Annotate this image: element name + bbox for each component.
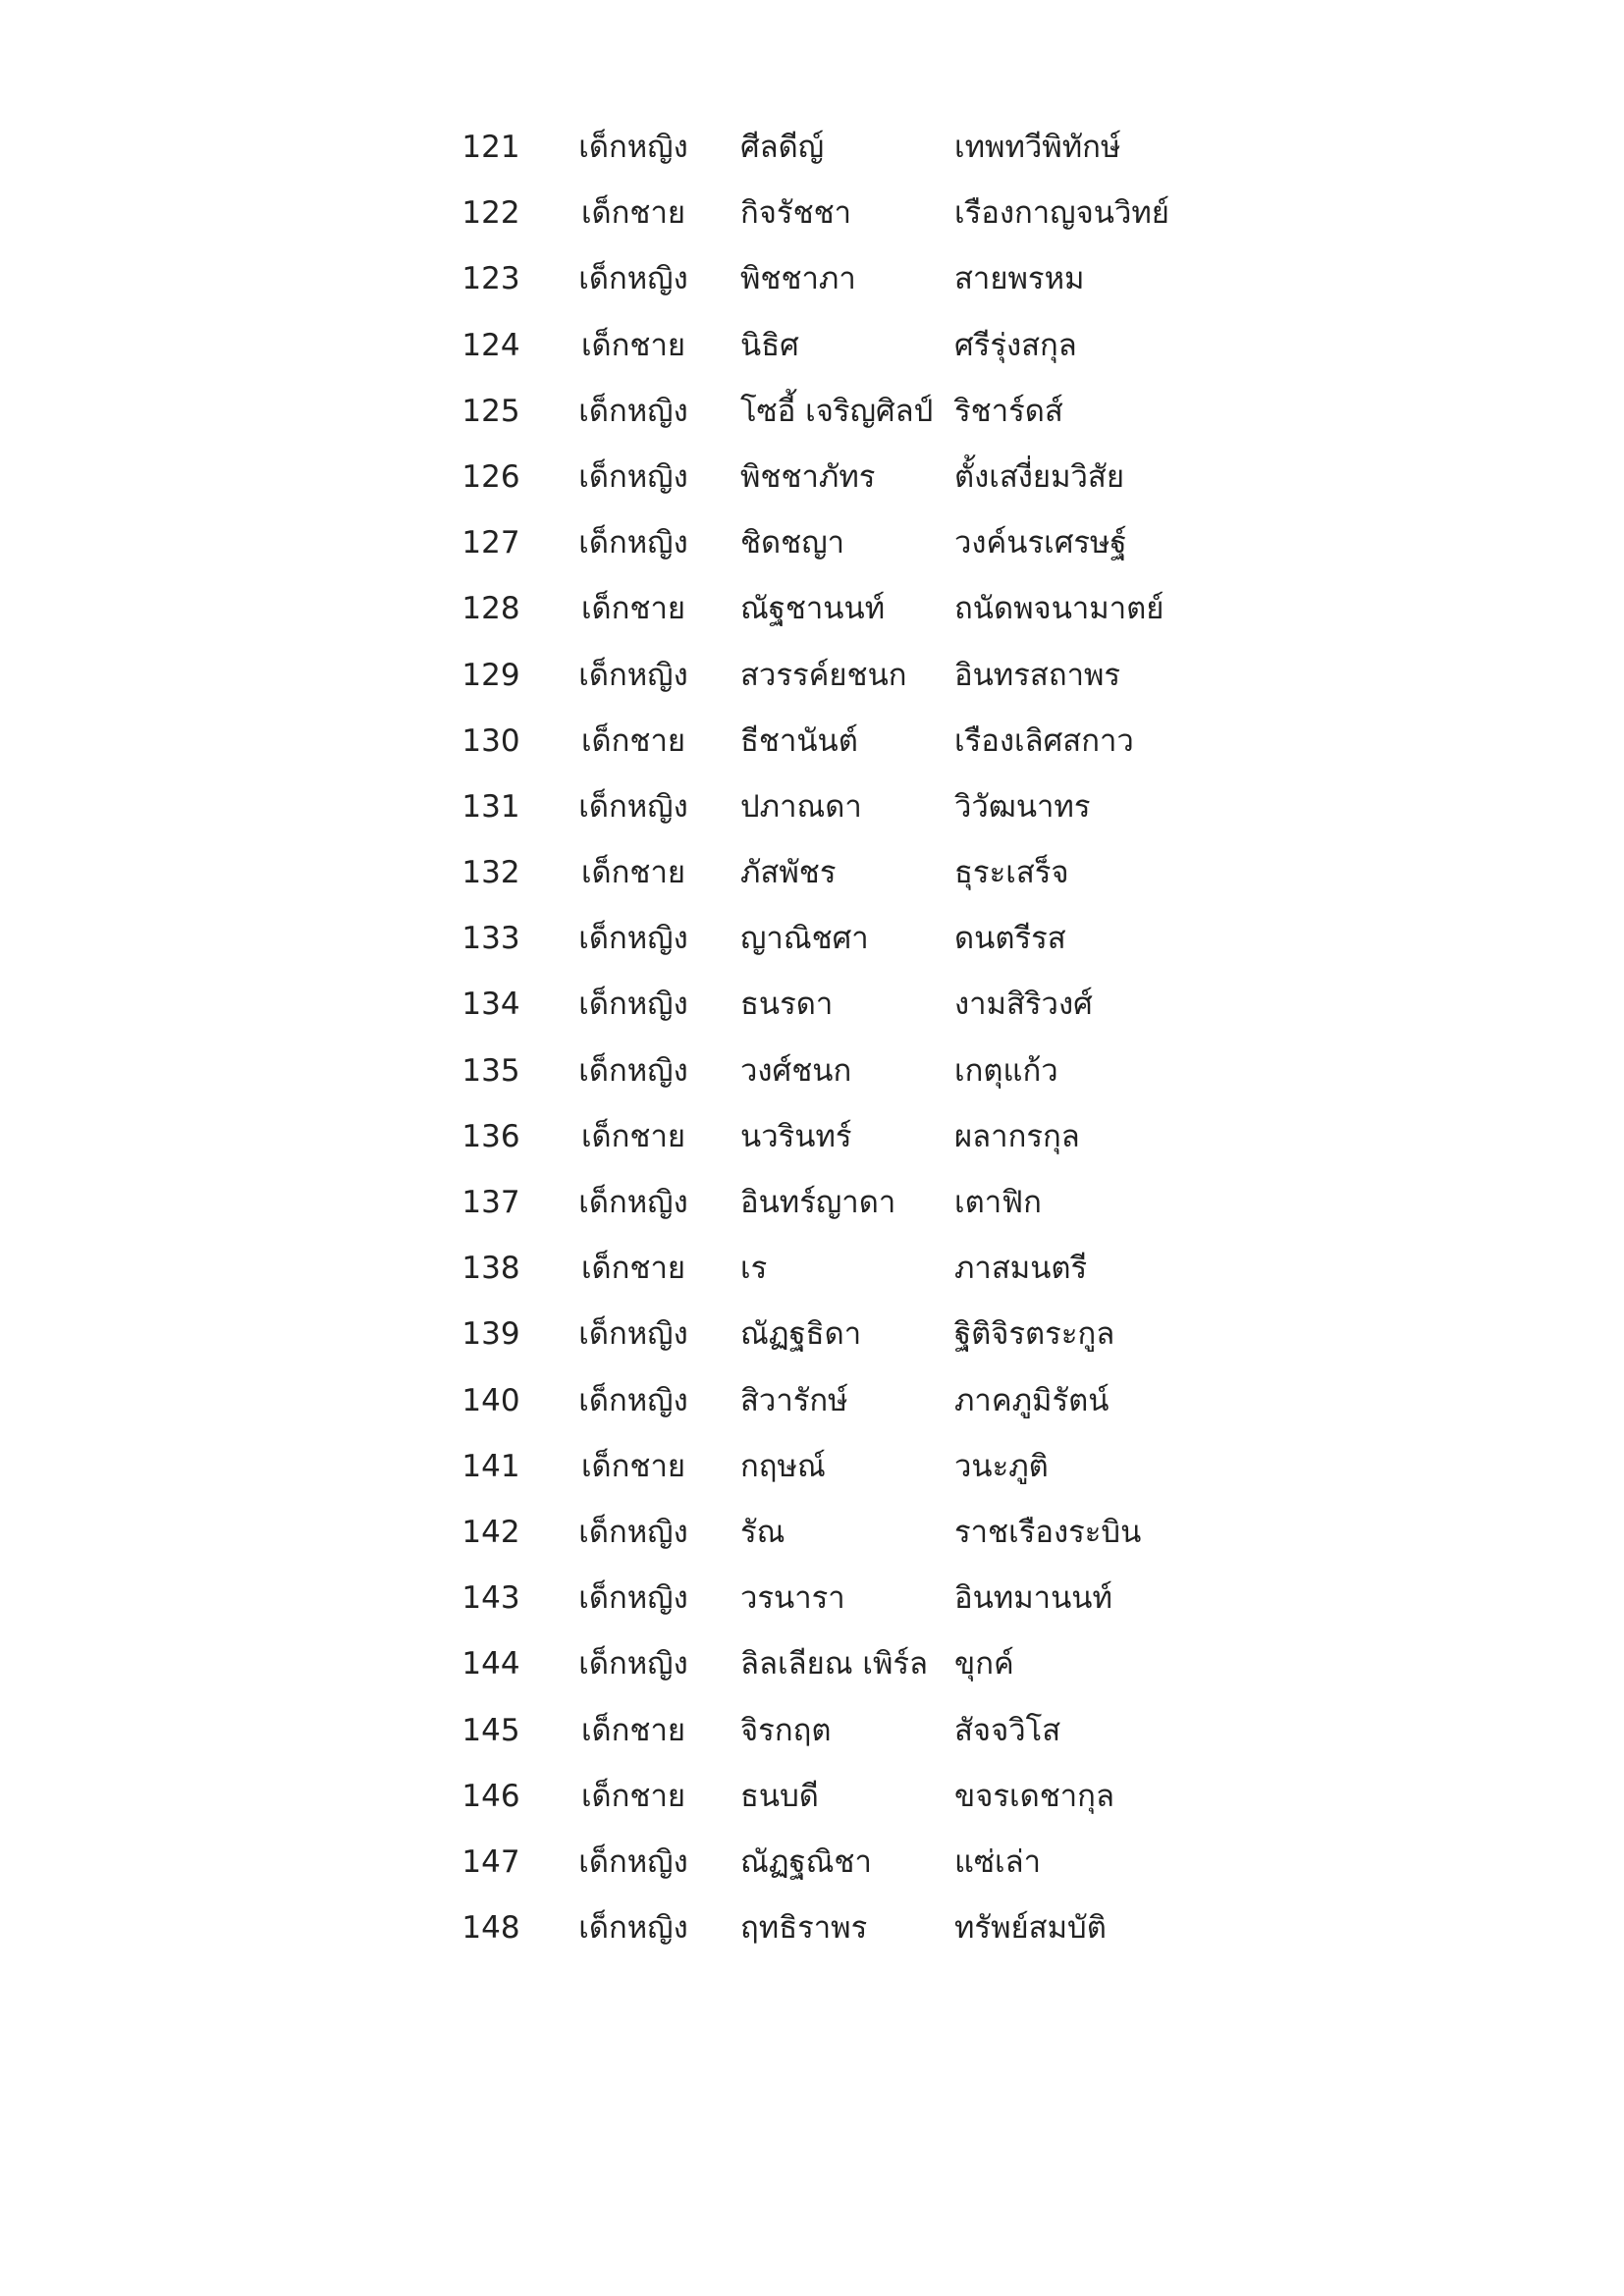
student-last-name: ตั้งเสงี่ยมวิสัย — [954, 458, 1125, 495]
student-number: 144 — [461, 1646, 520, 1682]
student-title: เด็กหญิง — [578, 393, 688, 429]
student-row — [432, 1638, 1316, 1704]
student-first-name: รัณ — [740, 1514, 785, 1550]
student-row — [432, 979, 1316, 1044]
student-row — [432, 1902, 1316, 1968]
student-last-name: ขจรเดชากุล — [954, 1778, 1114, 1814]
student-first-name: พิชชาภา — [740, 261, 856, 297]
student-title: เด็กชาย — [580, 1778, 686, 1814]
student-last-name: เรืองกาญจนวิทย์ — [954, 195, 1169, 232]
student-title: เด็กหญิง — [578, 987, 688, 1023]
student-last-name: งามสิริวงศ์ — [954, 987, 1093, 1023]
student-row — [432, 1441, 1316, 1507]
student-first-name: ธีชานันต์ — [740, 722, 858, 759]
student-row — [432, 386, 1316, 452]
student-last-name: ริชาร์ดส์ — [954, 393, 1063, 429]
student-first-name: โซอี้ เจริญศิลป์ — [740, 393, 934, 429]
student-row — [432, 517, 1316, 583]
student-row — [432, 1771, 1316, 1837]
student-last-name: สัจจวิโส — [954, 1712, 1061, 1748]
student-last-name: ถนัดพจนามาตย์ — [954, 591, 1164, 627]
student-last-name: วิวัฒนาทร — [954, 788, 1091, 825]
student-title: เด็กหญิง — [578, 1185, 688, 1220]
student-first-name: นวรินทร์ — [740, 1118, 852, 1154]
student-title: เด็กหญิง — [578, 788, 688, 825]
student-last-name: อินทมานนท์ — [954, 1580, 1112, 1617]
student-title: เด็กหญิง — [578, 1580, 688, 1617]
student-first-name: ฤทธิราพร — [740, 1910, 868, 1947]
student-row — [432, 320, 1316, 386]
student-last-name: ทรัพย์สมบัติ — [954, 1910, 1107, 1947]
student-number: 135 — [461, 1052, 520, 1089]
student-row — [432, 1573, 1316, 1638]
student-title: เด็กหญิง — [578, 1316, 688, 1353]
student-number: 132 — [461, 855, 520, 891]
student-first-name: ธนรดา — [740, 987, 834, 1023]
student-title: เด็กหญิง — [578, 921, 688, 957]
student-last-name: ราชเรืองระบิน — [954, 1514, 1142, 1550]
student-last-name: ผลากรกุล — [954, 1118, 1080, 1154]
student-last-name: เรืองเลิศสกาว — [954, 722, 1134, 759]
student-number: 147 — [461, 1843, 520, 1880]
student-title: เด็กหญิง — [578, 1646, 688, 1682]
student-title: เด็กหญิง — [578, 1382, 688, 1418]
student-row — [432, 913, 1316, 979]
student-name-list — [432, 122, 1316, 1968]
student-first-name: ญาณิชศา — [740, 921, 869, 957]
student-last-name: ธุระเสร็จ — [954, 855, 1069, 891]
student-title: เด็กชาย — [580, 327, 686, 363]
student-row — [432, 650, 1316, 716]
student-row — [432, 583, 1316, 649]
student-title: เด็กชาย — [580, 722, 686, 759]
student-last-name: เทพทวีพิทักษ์ — [954, 130, 1121, 165]
student-number: 126 — [461, 458, 520, 495]
student-last-name: แซ่เล่า — [954, 1843, 1042, 1880]
student-first-name: เร — [740, 1251, 768, 1287]
student-number: 138 — [461, 1251, 520, 1287]
student-first-name: สวรรค์ยชนก — [740, 657, 907, 693]
student-title: เด็กหญิง — [578, 1052, 688, 1089]
student-row — [432, 847, 1316, 913]
student-row — [432, 1705, 1316, 1771]
student-last-name: ภาสมนตรี — [954, 1251, 1088, 1287]
student-title: เด็กหญิง — [578, 525, 688, 561]
student-first-name: อินทร์ญาดา — [740, 1185, 896, 1220]
student-first-name: ณัฏฐณิชา — [740, 1843, 872, 1880]
student-first-name: กิจรัชชา — [740, 195, 852, 232]
student-row — [432, 1045, 1316, 1111]
student-first-name: ลิลเลียณ เพิร์ล — [740, 1646, 929, 1682]
student-first-name: กฤษณ์ — [740, 1448, 826, 1484]
student-first-name: วงศ์ชนก — [740, 1052, 852, 1089]
student-row — [432, 452, 1316, 517]
student-last-name: อินทรสถาพร — [954, 657, 1121, 693]
student-number: 146 — [461, 1778, 520, 1814]
student-first-name: ณัฐชานนท์ — [740, 591, 886, 627]
student-number: 143 — [461, 1580, 520, 1617]
student-row — [432, 716, 1316, 781]
student-last-name: เกตุแก้ว — [954, 1052, 1058, 1089]
student-title: เด็กชาย — [580, 855, 686, 891]
student-number: 140 — [461, 1382, 520, 1418]
student-number: 123 — [461, 261, 520, 297]
student-title: เด็กชาย — [580, 1448, 686, 1484]
student-title: เด็กหญิง — [578, 1910, 688, 1947]
student-last-name: สายพรหม — [954, 261, 1085, 297]
student-title: เด็กชาย — [580, 591, 686, 627]
student-number: 130 — [461, 722, 520, 759]
student-first-name: จิรกฤต — [740, 1712, 832, 1748]
student-last-name: ศรีรุ่งสกุล — [954, 327, 1077, 363]
student-last-name: วนะภูติ — [954, 1448, 1049, 1484]
student-number: 125 — [461, 393, 520, 429]
student-first-name: พิชชาภัทร — [740, 458, 876, 495]
student-first-name: ธนบดี — [740, 1778, 819, 1814]
student-number: 141 — [461, 1448, 520, 1484]
student-title: เด็กหญิง — [578, 130, 688, 165]
student-title: เด็กหญิง — [578, 458, 688, 495]
student-number: 131 — [461, 788, 520, 825]
student-last-name: ภาคภูมิรัตน์ — [954, 1382, 1110, 1418]
student-row — [432, 781, 1316, 847]
student-first-name: ปภาณดา — [740, 788, 862, 825]
student-first-name: ณัฏฐธิดา — [740, 1316, 862, 1353]
student-row — [432, 1375, 1316, 1441]
student-title: เด็กชาย — [580, 195, 686, 232]
student-first-name: ศีลดีญ์ — [740, 130, 825, 165]
student-first-name: ภัสพัชร — [740, 855, 837, 891]
student-last-name: ดนตรีรส — [954, 921, 1066, 957]
student-row — [432, 1111, 1316, 1177]
student-first-name: ชิดชญา — [740, 525, 845, 561]
student-row — [432, 253, 1316, 319]
student-number: 139 — [461, 1316, 520, 1353]
student-number: 137 — [461, 1185, 520, 1220]
student-row — [432, 1177, 1316, 1243]
student-row — [432, 1308, 1316, 1374]
student-number: 142 — [461, 1514, 520, 1550]
student-first-name: วรนารา — [740, 1580, 845, 1617]
student-first-name: สิวารักษ์ — [740, 1382, 848, 1418]
student-title: เด็กหญิง — [578, 1514, 688, 1550]
student-title: เด็กชาย — [580, 1118, 686, 1154]
student-number: 134 — [461, 987, 520, 1023]
student-last-name: เตาฟิก — [954, 1185, 1042, 1220]
student-number: 128 — [461, 591, 520, 627]
student-last-name: วงค์นรเศรษฐ์ — [954, 525, 1127, 561]
student-row — [432, 1243, 1316, 1308]
student-title: เด็กหญิง — [578, 657, 688, 693]
student-number: 129 — [461, 657, 520, 693]
student-title: เด็กหญิง — [578, 1843, 688, 1880]
student-row — [432, 1837, 1316, 1902]
student-row — [432, 122, 1316, 187]
student-number: 124 — [461, 327, 520, 363]
student-number: 133 — [461, 921, 520, 957]
student-title: เด็กชาย — [580, 1251, 686, 1287]
student-number: 122 — [461, 195, 520, 232]
student-row — [432, 187, 1316, 253]
student-title: เด็กชาย — [580, 1712, 686, 1748]
student-number: 127 — [461, 525, 520, 561]
student-number: 136 — [461, 1118, 520, 1154]
student-last-name: ขุกค์ — [954, 1646, 1014, 1682]
student-row — [432, 1507, 1316, 1573]
student-number: 148 — [461, 1910, 520, 1947]
student-number: 145 — [461, 1712, 520, 1748]
student-last-name: ฐิติจิรตระกูล — [954, 1316, 1115, 1353]
student-first-name: นิธิศ — [740, 327, 799, 363]
student-title: เด็กหญิง — [578, 261, 688, 297]
student-number: 121 — [461, 130, 520, 165]
